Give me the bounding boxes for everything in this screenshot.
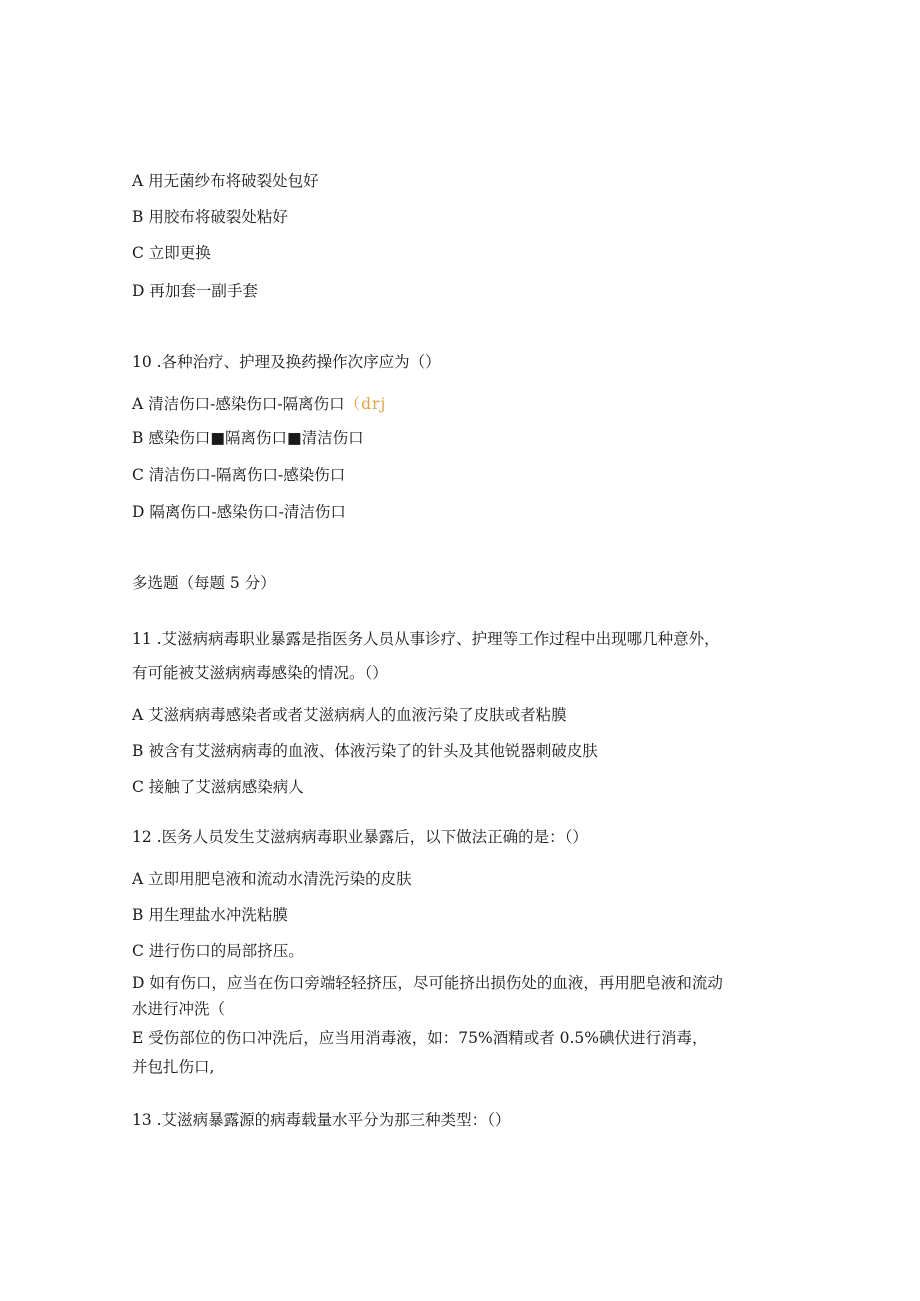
q12-option-e-line1: E 受伤部位的伤口冲洗后，应当用消毒液，如：75%酒精或者 0.5%碘伏进行消毒，: [132, 1029, 708, 1047]
q9-option-b: B 用胶布将破裂处粘好: [132, 208, 288, 226]
section-title: 多选题（每题 5 分）: [132, 574, 276, 592]
q9-option-c: C 立即更换: [132, 244, 211, 262]
q12-option-d-line1: D 如有伤口，应当在伤口旁端轻轻挤压，尽可能挤出损伤处的血液，再用肥皂液和流动: [132, 974, 723, 992]
q12-option-b: B 用生理盐水冲洗粘膜: [132, 906, 288, 924]
q11-option-a: A 艾滋病病毒感染者或者艾滋病病人的血液污染了皮肤或者粘膜: [132, 706, 567, 724]
q12-question: 12 .医务人员发生艾滋病病毒职业暴露后，以下做法正确的是：（）: [132, 828, 588, 846]
q10-option-d: D 隔离伤口-感染伤口-清洁伤口: [132, 503, 346, 521]
q9-option-a: A 用无菌纱布将破裂处包好: [132, 172, 319, 190]
q11-option-c: C 接触了艾滋病感染病人: [132, 778, 304, 796]
q10-option-b: B 感染伤口■隔离伤口■清洁伤口: [132, 429, 364, 447]
q12-option-d-line2: 水进行冲洗（: [132, 1000, 226, 1018]
q10-option-c: C 清洁伤口-隔离伤口-感染伤口: [132, 466, 346, 484]
q11-option-b: B 被含有艾滋病病毒的血液、体液污染了的针头及其他锐器刺破皮肤: [132, 742, 598, 760]
q11-question-line1: 11 .艾滋病病毒职业暴露是指医务人员从事诊疗、护理等工作过程中出现哪几种意外，: [132, 630, 720, 648]
q10-option-a-mark: （drj: [344, 395, 387, 413]
q9-option-d: D 再加套一副手套: [132, 282, 258, 300]
q12-option-a: A 立即用肥皂液和流动水清洗污染的皮肤: [132, 870, 412, 888]
q12-option-c: C 进行伤口的局部挤压。: [132, 942, 304, 960]
q10-option-a-text: A 清洁伤口-感染伤口-隔离伤口: [132, 395, 345, 413]
q13-question: 13 .艾滋病暴露源的病毒载量水平分为那三种类型：（）: [132, 1111, 511, 1129]
q12-option-e-line2: 并包扎伤口,: [132, 1058, 215, 1076]
q10-option-a: [132, 394, 386, 414]
q10-question: 10 .各种治疗、护理及换药操作次序应为（）: [132, 353, 441, 371]
q11-question-line2: 有可能被艾滋病病毒感染的情况。（）: [132, 664, 388, 682]
